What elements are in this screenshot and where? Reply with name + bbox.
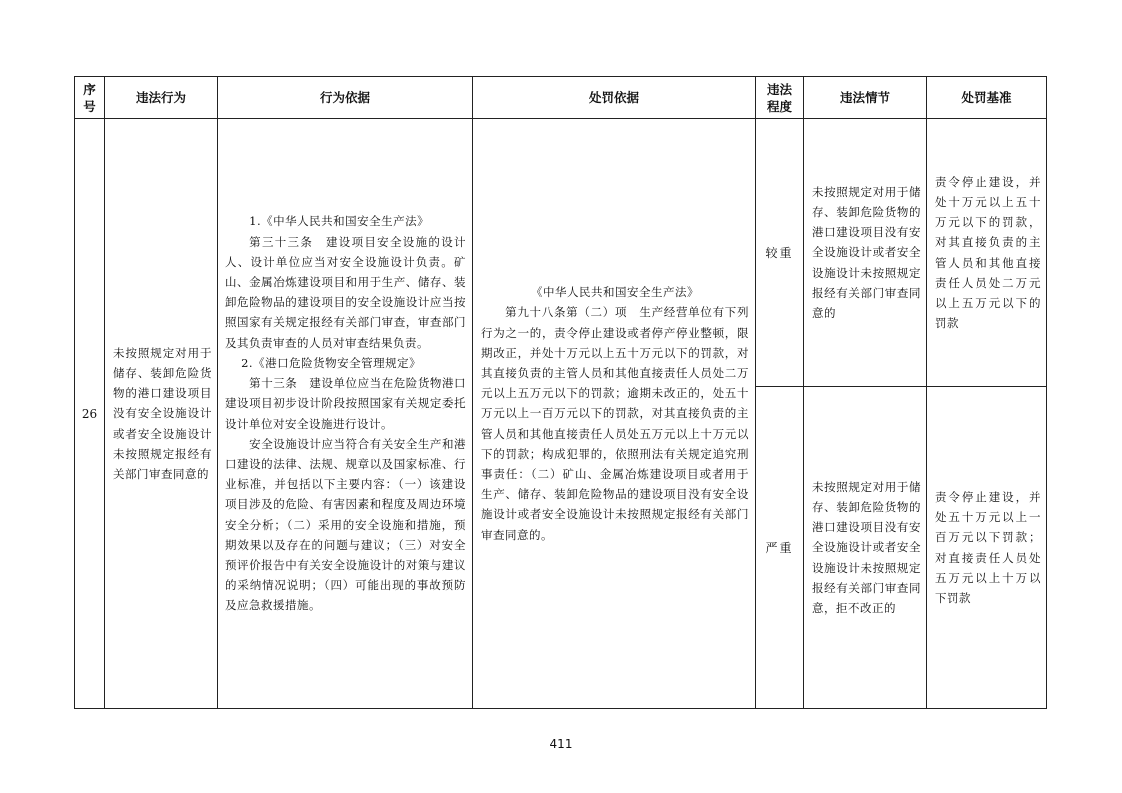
- circumstance-severe: 未按照规定对用于储存、装卸危险货物的港口建设项目没有安全设施设计或者安全设施设计未按照规定报经有关部门审查同意，拒不改正的: [804, 387, 927, 709]
- basis-law2-title: 2.《港口危险货物安全管理规定》: [241, 355, 422, 370]
- basis-law2-text2: 安全设施设计应当符合有关安全生产和港口建设的法律、法规、规章以及国家标准、行业标准，并包括以下主要内容：（一）该建设项目涉及的危险、有害因素和程度及周边环境安全分析；（二）采用的安全设施和措施，预期效果以及存在的问题与建议；（三）对安全预评价报告中有关安全设施设计的对策与建议的采纳情况说明；（四）可能出现的事故预防及应急救援措施。: [225, 436, 466, 613]
- header-standard: 处罚基准: [927, 77, 1047, 119]
- page-number: 411: [549, 737, 573, 751]
- penalty-basis-text: 第九十八条第（二）项 生产经营单位有下列行为之一的，责令停止建设或者停产停业整顿，限期改正，并处十万元以上五十万元以下的罚款，对其直接负责的主管人员和其他直接责任人员处二万元以上五万元以下的罚款；逾期未改正的，处五十万元以上一百万元以下的罚款，对其直接负责的主管人员和其他直接责任人员处五万元以上十万元以下的罚款；构成犯罪的，依照刑法有关规定追究刑事责任：（二）矿山、金属冶炼建设项目或者用于生产、储存、装卸危险物品的建设项目没有安全设施设计或者安全设施设计未按照规定报经有关部门审查同意的。: [481, 305, 749, 542]
- header-circumstance: 违法情节: [804, 77, 927, 119]
- basis-law2-text: 第十三条 建设单位应当在危险货物港口建设项目初步设计阶段按照国家有关规定委托设计单位对安全设施进行设计。: [225, 376, 466, 431]
- behavior-text: 未按照规定对用于储存、装卸危险货物的港口建设项目没有安全设施设计或者安全设施设计未按照规定报经有关部门审查同意的: [113, 345, 212, 481]
- behavior-cell: [105, 119, 218, 709]
- header-penalty-basis: 处罚依据: [473, 77, 756, 119]
- penalty-basis-title: 《中华人民共和国安全生产法》: [531, 285, 699, 300]
- standard-serious: 责令停止建设，并处十万元以上五十万元以下的罚款，对其直接负责的主管人员和其他直接责任人员处二万元以上五万元以下的罚款: [927, 119, 1047, 387]
- degree-serious: 较重: [756, 119, 804, 387]
- header-behavior: 违法行为: [105, 77, 218, 119]
- standard-severe: 责令停止建设，并处五十万元以上一百万元以下罚款；对直接责任人员处五万元以上十万以下罚款: [927, 387, 1047, 709]
- penalty-table: [74, 76, 1047, 709]
- basis-law1-text: 第三十三条 建设项目安全设施的设计人、设计单位应当对安全设施设计负责。矿山、金属冶炼建设项目和用于生产、储存、装卸危险物品的建设项目的安全设施设计应当按照国家有关规定报经有关部门审查，审查部门及其负责审查的人员对审查结果负责。: [225, 234, 466, 350]
- table-row: [75, 119, 1047, 387]
- header-basis: 行为依据: [218, 77, 473, 119]
- row-seq: 26: [75, 119, 105, 709]
- circumstance-serious: 未按照规定对用于储存、装卸危险货物的港口建设项目没有安全设施设计或者安全设施设计未按照规定报经有关部门审查同意的: [804, 119, 927, 387]
- header-row: [75, 77, 1047, 119]
- header-seq: 序号: [75, 77, 105, 119]
- degree-severe: 严重: [756, 387, 804, 709]
- basis-cell: [218, 119, 473, 709]
- header-degree: 违法程度: [756, 77, 804, 119]
- basis-law1-title: 1.《中华人民共和国安全生产法》: [249, 214, 430, 229]
- penalty-basis-cell: [473, 119, 756, 709]
